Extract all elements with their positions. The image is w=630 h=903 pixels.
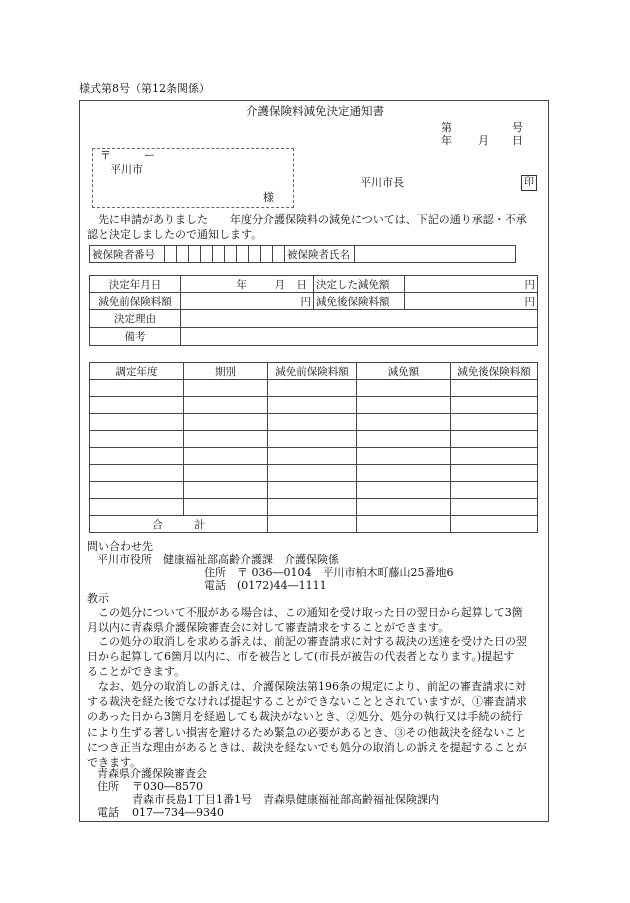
decision-date-field[interactable] bbox=[181, 276, 314, 293]
decision-table bbox=[89, 275, 538, 346]
decision-reason-field[interactable] bbox=[181, 310, 538, 328]
adjust-cell[interactable] bbox=[90, 380, 184, 397]
adjust-cell[interactable] bbox=[357, 448, 451, 465]
adjust-row bbox=[90, 431, 538, 448]
adjust-cell[interactable] bbox=[451, 431, 538, 448]
before-premium-field[interactable] bbox=[181, 293, 314, 310]
remarks-label: 備考 bbox=[90, 328, 181, 346]
decision-date-day: 日 bbox=[296, 278, 307, 291]
adjust-cell[interactable] bbox=[268, 431, 357, 448]
instruction-line: につき正当な理由があるときは、裁決を経ないでも処分の取消しの訴えを提起することが bbox=[87, 740, 527, 754]
adjust-header-after: 減免後保険料額 bbox=[451, 363, 538, 380]
adjust-cell[interactable] bbox=[451, 448, 538, 465]
instruction-heading: 教示 bbox=[87, 592, 109, 605]
instruction-line: この処分の取消しを求める訴えは、前記の審査請求に対する裁決の送達を受けた日の翌 bbox=[98, 635, 527, 648]
adjust-cell[interactable] bbox=[268, 414, 357, 431]
instruction-line: ることができます。 bbox=[87, 665, 186, 679]
instruction-line: 日から起算して6箇月以内に、市を被告として(市長が被告の代表者となります。)提起す bbox=[87, 650, 515, 664]
adjust-cell[interactable] bbox=[451, 397, 538, 414]
adjust-cell[interactable] bbox=[184, 499, 268, 516]
after-premium-field[interactable] bbox=[405, 293, 538, 310]
insured-number-cell[interactable] bbox=[261, 246, 273, 263]
adjust-cell[interactable] bbox=[268, 465, 357, 482]
insured-number-label: 被保険者番号 bbox=[90, 246, 165, 263]
insured-name-label: 被保険者氏名 bbox=[285, 246, 355, 263]
adjust-cell[interactable] bbox=[90, 414, 184, 431]
adjust-cell[interactable] bbox=[184, 482, 268, 499]
adjust-cell[interactable] bbox=[451, 465, 538, 482]
instruction-line: なお、処分の取消しの訴えは、介護保険法第196条の規定により、前記の審査請求に対 bbox=[98, 680, 526, 693]
insured-number-cell[interactable] bbox=[237, 246, 249, 263]
adjustment-table bbox=[89, 362, 538, 533]
adjust-header-year: 調定年度 bbox=[90, 363, 184, 380]
adjust-cell[interactable] bbox=[357, 482, 451, 499]
contact-tel: (0172)44―1111 bbox=[237, 579, 327, 592]
council-tel: 017―734―9340 bbox=[132, 806, 224, 819]
adjust-cell[interactable] bbox=[357, 431, 451, 448]
decision-date-month: 月 bbox=[274, 278, 285, 291]
adjust-total-cell[interactable] bbox=[451, 516, 538, 533]
yen-unit: 円 bbox=[524, 278, 535, 291]
contact-address: 〒 036―0104 平川市柏木町藤山25番地6 bbox=[237, 566, 454, 579]
adjust-cell[interactable] bbox=[184, 414, 268, 431]
adjust-cell[interactable] bbox=[268, 482, 357, 499]
adjust-row bbox=[90, 465, 538, 482]
adjust-row bbox=[90, 397, 538, 414]
insured-number-cell[interactable] bbox=[213, 246, 225, 263]
form-header: 様式第8号（第12条関係） bbox=[79, 82, 210, 95]
council-postal: 〒030―8570 bbox=[132, 780, 203, 793]
decided-reduction-field[interactable] bbox=[405, 276, 538, 293]
adjust-cell[interactable] bbox=[451, 499, 538, 516]
adjust-total-cell[interactable] bbox=[268, 516, 357, 533]
adjust-cell[interactable] bbox=[357, 465, 451, 482]
seal-mark: 印 bbox=[521, 175, 537, 191]
instruction-paragraph-3 bbox=[87, 679, 537, 770]
adjust-total-row bbox=[90, 516, 538, 533]
council-name: 青森県介護保険審査会 bbox=[97, 767, 207, 780]
yen-unit: 円 bbox=[524, 295, 535, 308]
address-sama: 様 bbox=[263, 191, 274, 204]
instruction-paragraph-2 bbox=[87, 634, 537, 680]
adjust-row bbox=[90, 414, 538, 431]
date-year: 年 bbox=[441, 134, 452, 147]
insured-number-cell[interactable] bbox=[249, 246, 261, 263]
adjust-cell[interactable] bbox=[90, 465, 184, 482]
decided-reduction-label: 決定した減免額 bbox=[314, 276, 405, 293]
insured-number-cell[interactable] bbox=[165, 246, 177, 263]
adjust-row bbox=[90, 448, 538, 465]
adjust-cell[interactable] bbox=[451, 482, 538, 499]
adjust-header-reduction: 減免額 bbox=[357, 363, 451, 380]
council-address: 青森市長島1丁目1番1号 青森県健康福祉部高齢福祉保険課内 bbox=[132, 793, 439, 806]
date-day: 日 bbox=[512, 134, 523, 147]
adjust-row bbox=[90, 380, 538, 397]
instruction-line: により生ずる著しい損害を避けるため緊急の必要があるとき、③その他裁決を経ないこと bbox=[87, 725, 527, 739]
instruction-line: できます。 bbox=[87, 756, 142, 770]
after-premium-label: 減免後保険料額 bbox=[314, 293, 405, 310]
instruction-line: する裁決を経た後でなければ提起することができないこととされていますが、①審査請求 bbox=[87, 695, 527, 709]
adjust-cell[interactable] bbox=[184, 380, 268, 397]
instruction-line: この処分について不服がある場合は、この通知を受け取った日の翌日から起算して3箇 bbox=[98, 606, 523, 619]
council-tel-label: 電話 bbox=[97, 806, 119, 819]
before-premium-label: 減免前保険料額 bbox=[90, 293, 181, 310]
adjust-cell[interactable] bbox=[184, 431, 268, 448]
intro-line-1: 先に申請がありました 年度分介護保険料の減免については、下記の通り承認・不承 bbox=[98, 213, 527, 226]
adjust-header-before: 減免前保険料額 bbox=[268, 363, 357, 380]
decision-date-label: 決定年月日 bbox=[90, 276, 181, 293]
contact-tel-label: 電話 bbox=[204, 579, 226, 592]
decision-reason-label: 決定理由 bbox=[90, 310, 181, 328]
adjust-row bbox=[90, 482, 538, 499]
adjust-cell[interactable] bbox=[268, 397, 357, 414]
adjust-cell[interactable] bbox=[268, 380, 357, 397]
adjust-cell[interactable] bbox=[268, 499, 357, 516]
adjust-cell[interactable] bbox=[451, 414, 538, 431]
insured-table bbox=[89, 245, 516, 263]
adjust-cell[interactable] bbox=[90, 448, 184, 465]
document-title: 介護保険料減免決定通知書 bbox=[246, 104, 384, 118]
instruction-paragraph-1 bbox=[87, 605, 537, 635]
adjust-cell[interactable] bbox=[357, 499, 451, 516]
intro-line-2: 認と決定しましたので通知します。 bbox=[87, 228, 263, 241]
contact-heading: 問い合わせ先 bbox=[87, 540, 153, 553]
instruction-line: のあった日から3箇月を経過しても裁決がないとき、②処分、処分の執行又は手続の続行 bbox=[87, 710, 523, 724]
yen-unit: 円 bbox=[300, 295, 311, 308]
adjust-cell[interactable] bbox=[357, 414, 451, 431]
adjust-cell[interactable] bbox=[357, 397, 451, 414]
adjust-cell[interactable] bbox=[90, 397, 184, 414]
contact-office: 平川市役所 健康福祉部高齢介護課 介護保険係 bbox=[97, 553, 339, 566]
adjust-cell[interactable] bbox=[357, 380, 451, 397]
council-address-label: 住所 bbox=[97, 780, 119, 793]
adjust-cell[interactable] bbox=[90, 482, 184, 499]
remarks-field[interactable] bbox=[181, 328, 538, 346]
adjust-total-label: 合 計 bbox=[90, 516, 268, 533]
mayor-label: 平川市長 bbox=[360, 176, 404, 189]
adjust-cell[interactable] bbox=[184, 465, 268, 482]
adjust-row bbox=[90, 499, 538, 516]
number-dai: 第 bbox=[441, 121, 452, 134]
address-postal: 〒 ー bbox=[100, 149, 155, 162]
address-city: 平川市 bbox=[110, 163, 143, 176]
adjust-cell[interactable] bbox=[90, 499, 184, 516]
insured-number-cell[interactable] bbox=[225, 246, 237, 263]
insured-number-cell[interactable] bbox=[273, 246, 285, 263]
insured-number-cell[interactable] bbox=[189, 246, 201, 263]
adjust-cell[interactable] bbox=[268, 448, 357, 465]
adjust-cell[interactable] bbox=[451, 380, 538, 397]
adjust-cell[interactable] bbox=[90, 431, 184, 448]
insured-name-field[interactable] bbox=[355, 246, 516, 263]
adjust-cell[interactable] bbox=[184, 448, 268, 465]
contact-address-label: 住所 bbox=[204, 566, 226, 579]
adjust-total-cell[interactable] bbox=[357, 516, 451, 533]
date-month: 月 bbox=[478, 134, 489, 147]
adjust-header-period: 期別 bbox=[184, 363, 268, 380]
insured-number-cell[interactable] bbox=[201, 246, 213, 263]
decision-date-year: 年 bbox=[236, 278, 247, 291]
adjust-cell[interactable] bbox=[184, 397, 268, 414]
number-go: 号 bbox=[512, 121, 523, 134]
insured-number-cell[interactable] bbox=[177, 246, 189, 263]
instruction-line: 月以内に青森県介護保険審査会に対して審査請求をすることができます。 bbox=[87, 621, 450, 635]
